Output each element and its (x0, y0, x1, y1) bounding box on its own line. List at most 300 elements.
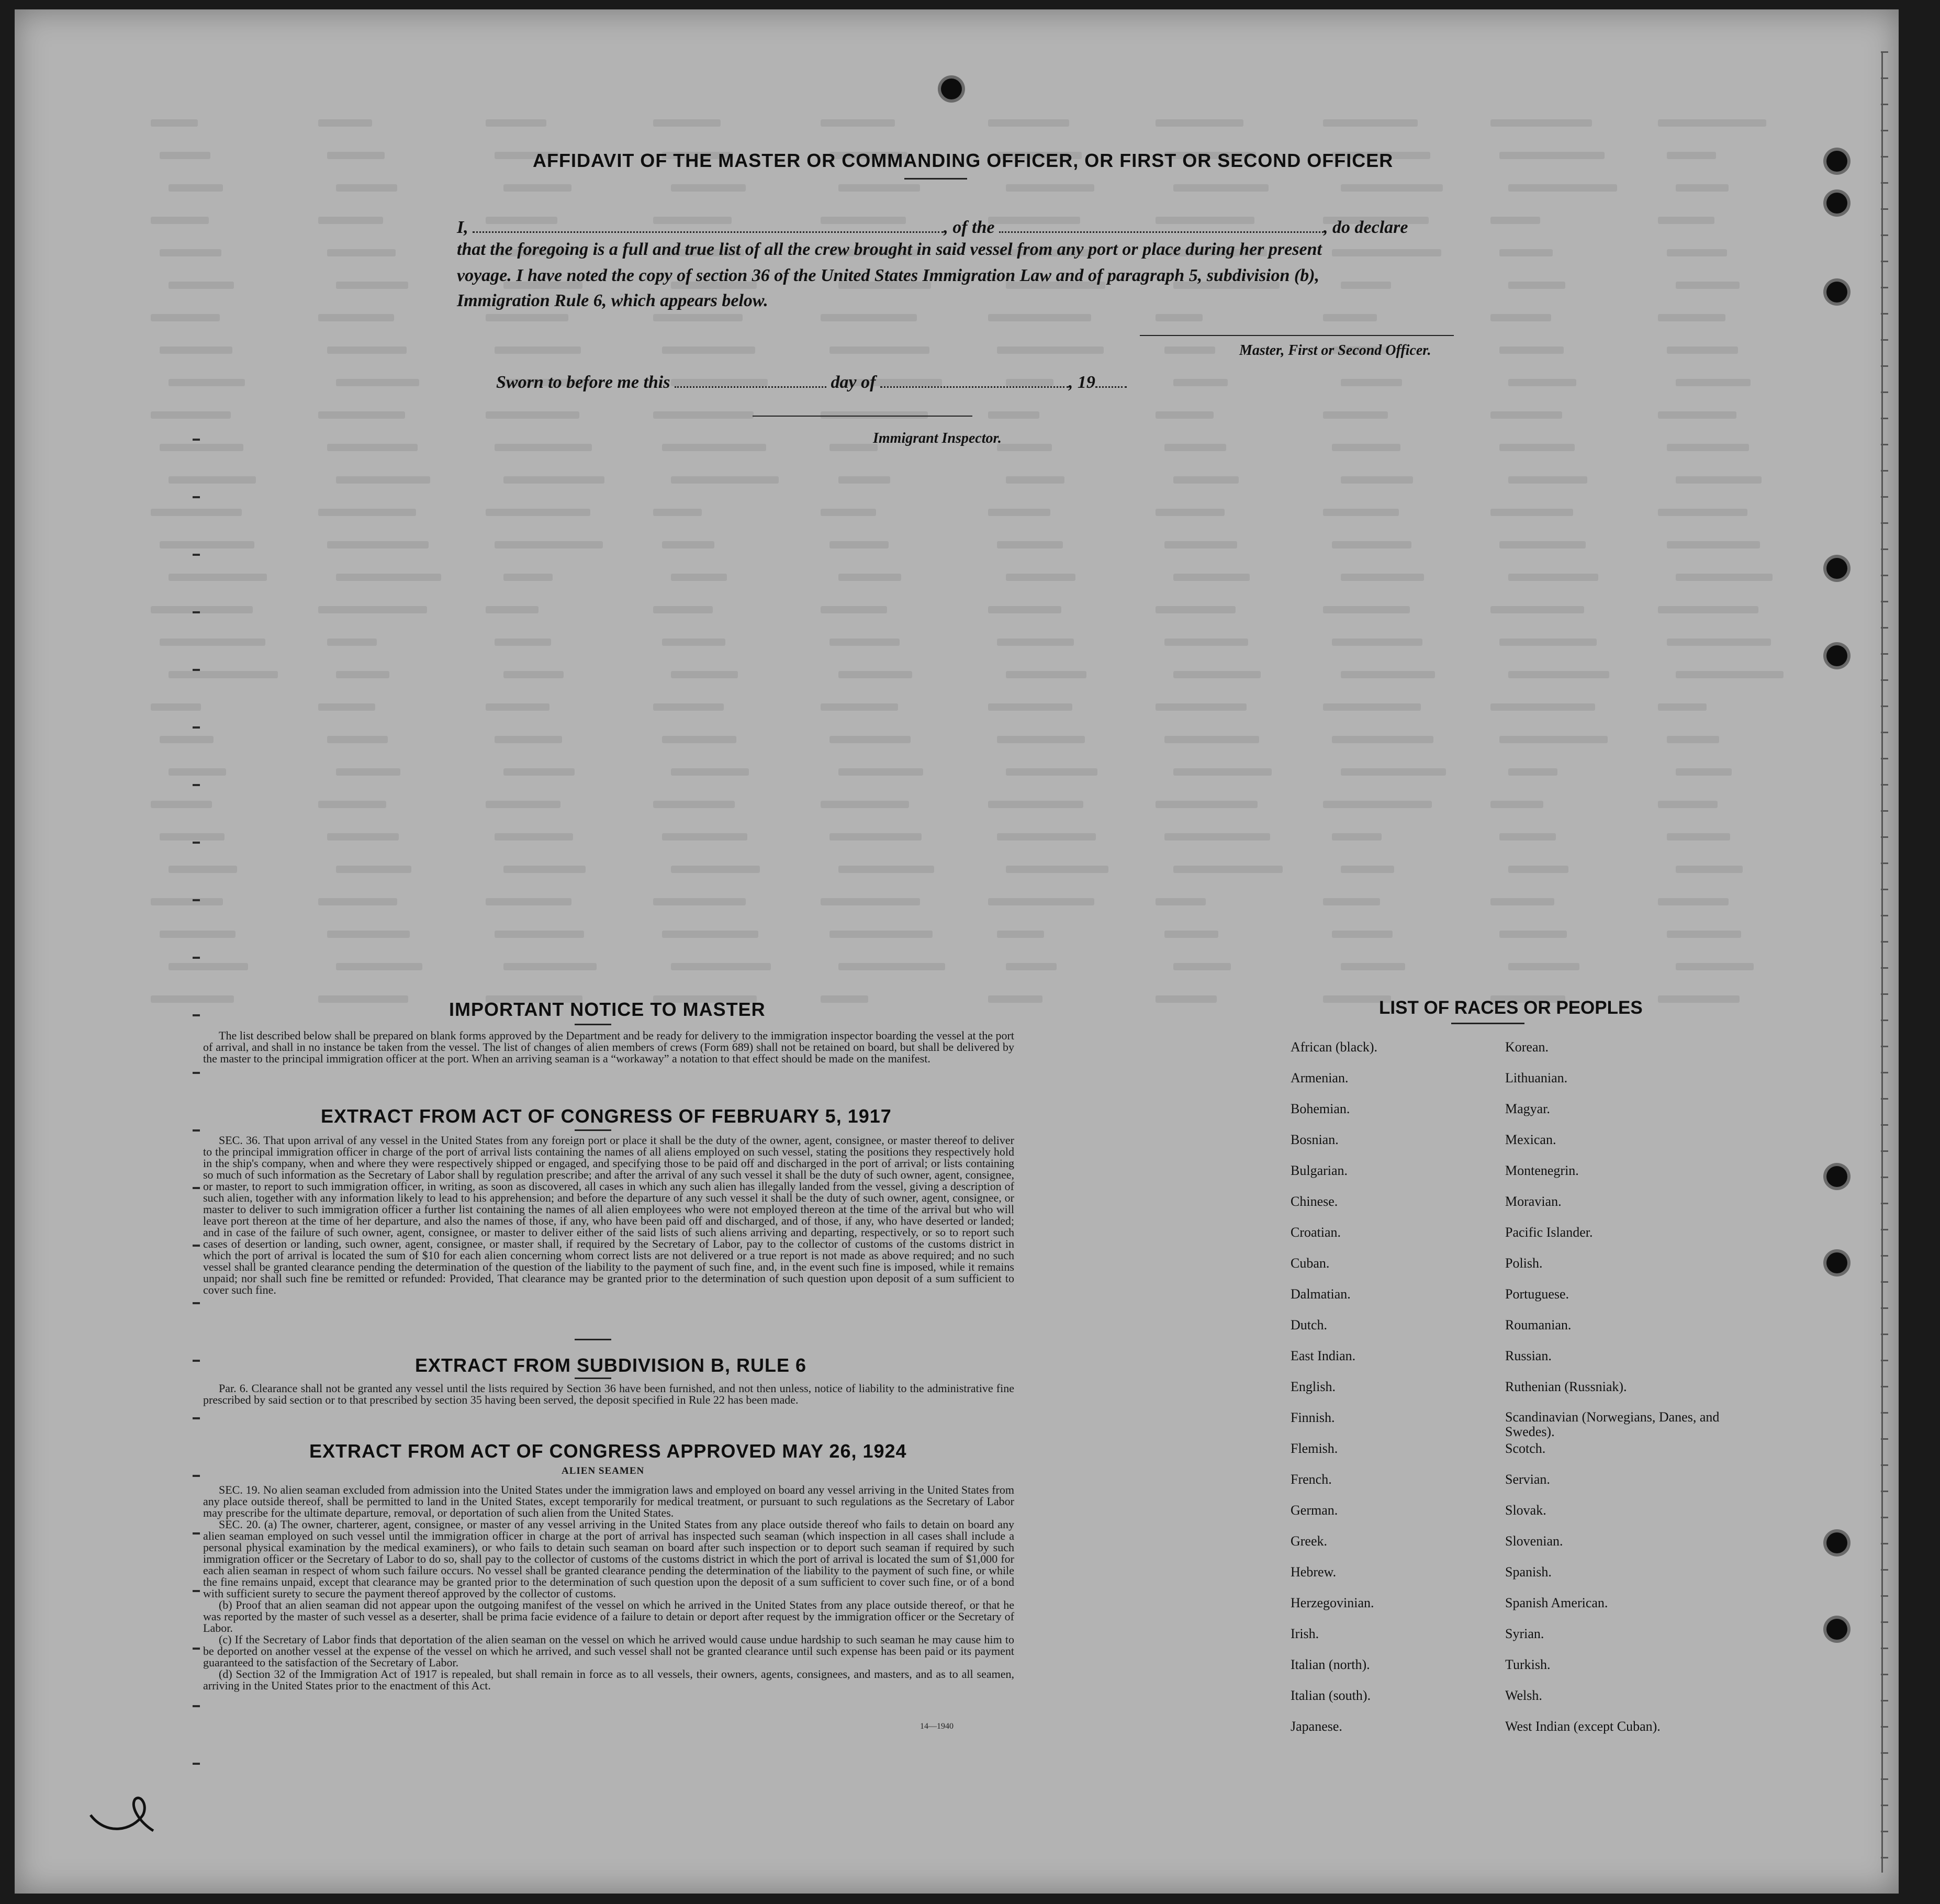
edge-tick (1881, 1595, 1888, 1597)
bleed-through-mark (486, 703, 550, 711)
race-item: Syrian. (1505, 1626, 1544, 1641)
bleed-through-mark (1676, 476, 1762, 484)
bleed-through-mark (486, 411, 579, 419)
bleed-through-mark (318, 411, 405, 419)
race-item: African (black). (1291, 1039, 1378, 1055)
bleed-through-mark (662, 736, 736, 743)
day-blank-field[interactable] (675, 367, 826, 388)
edge-tick (1881, 653, 1888, 655)
inspector-signature-line[interactable] (753, 416, 972, 417)
page-edge-strip (1881, 51, 1899, 1873)
subdivision-heading: EXTRACT FROM SUBDIVISION B, RULE 6 (415, 1354, 807, 1376)
race-item: East Indian. (1291, 1348, 1356, 1363)
race-item: Bosnian. (1291, 1132, 1339, 1147)
bleed-through-mark (1508, 866, 1568, 873)
bleed-through-mark (1156, 801, 1258, 808)
vessel-blank-field[interactable] (999, 212, 1324, 233)
affidavit-declaration-line (457, 212, 1408, 238)
edge-tick (1881, 522, 1888, 524)
alien-seamen-subheading: ALIEN SEAMEN (562, 1465, 645, 1476)
bleed-through-mark (1323, 314, 1377, 321)
sec20d-text: (d) Section 32 of the Immigration Act of 1917 is repealed, but shall remain in force as to all vessels, their owners, agents, consignees, and masters, and as to all seamen, arriving in the United States prior to the enactment of this Act. (203, 1667, 1014, 1692)
bleed-through-mark (169, 768, 226, 776)
bleed-through-mark (829, 833, 922, 841)
bleed-through-mark (1490, 606, 1584, 613)
bleed-through-mark (503, 476, 604, 484)
race-item: Cuban. (1291, 1256, 1330, 1271)
bleed-through-mark (1490, 898, 1554, 905)
race-item: Finnish. (1291, 1410, 1335, 1425)
edge-tick (1881, 444, 1888, 445)
bleed-through-mark (1164, 931, 1218, 938)
bleed-through-mark (1341, 574, 1424, 581)
bleed-through-mark (495, 833, 573, 841)
edge-tick (1881, 1386, 1888, 1387)
affidavit-title: AFFIDAVIT OF THE MASTER OR COMMANDING OFFICER, OR FIRST OR SECOND OFFICER (533, 150, 1394, 171)
bleed-through-mark (1173, 574, 1250, 581)
bleed-through-mark (671, 184, 746, 192)
edge-tick (1881, 261, 1888, 262)
race-item: Bohemian. (1291, 1101, 1350, 1116)
edge-tick (1881, 575, 1888, 576)
bleed-through-mark (503, 671, 564, 678)
bleed-through-mark (1156, 314, 1203, 321)
bleed-through-mark (821, 703, 898, 711)
margin-dash (193, 1648, 200, 1650)
edge-tick (1881, 784, 1888, 786)
bleed-through-mark (988, 509, 1050, 516)
bleed-through-mark (653, 801, 735, 808)
race-item: Moravian. (1505, 1194, 1562, 1209)
bleed-through-mark (1499, 346, 1564, 354)
bleed-through-mark (1667, 736, 1719, 743)
edge-tick (1881, 758, 1888, 759)
edge-tick (1881, 208, 1888, 210)
margin-dash (193, 669, 200, 671)
bleed-through-mark (653, 606, 713, 613)
bleed-through-mark (1499, 931, 1567, 938)
bleed-through-mark (1173, 866, 1283, 873)
bleed-through-mark (1006, 768, 1097, 776)
bleed-through-mark (503, 768, 575, 776)
race-item: Mexican. (1505, 1132, 1556, 1147)
affidavit-of-label: , of the (944, 218, 995, 237)
bleed-through-mark (1499, 639, 1597, 646)
edge-tick (1881, 889, 1888, 890)
edge-tick (1881, 915, 1888, 916)
bleed-through-mark (1006, 476, 1064, 484)
edge-tick (1881, 1700, 1888, 1701)
bleed-through-mark (1676, 671, 1784, 678)
edge-tick (1881, 836, 1888, 838)
bleed-through-mark (486, 119, 546, 127)
edge-tick (1881, 1857, 1888, 1858)
bleed-through-mark (997, 639, 1074, 646)
edge-tick (1881, 1491, 1888, 1492)
bleed-through-mark (821, 119, 895, 127)
bleed-through-mark (838, 476, 890, 484)
handwritten-check-mark-icon (85, 1778, 159, 1841)
race-item: Chinese. (1291, 1194, 1338, 1209)
bleed-through-mark (318, 898, 397, 905)
margin-dash (193, 1187, 200, 1189)
margin-dash (193, 1705, 200, 1707)
bleed-through-mark (1658, 606, 1758, 613)
bleed-through-mark (1323, 606, 1410, 613)
bleed-through-mark (653, 411, 754, 419)
bleed-through-mark (653, 314, 743, 321)
extract-1917-rule (575, 1129, 611, 1131)
bleed-through-mark (1341, 671, 1435, 678)
bleed-through-mark (1658, 217, 1714, 224)
races-heading: LIST OF RACES OR PEOPLES (1379, 998, 1643, 1018)
bleed-through-mark (327, 152, 385, 159)
punch-hole-icon (1826, 1532, 1847, 1553)
edge-tick (1881, 993, 1888, 995)
bleed-through-mark (1006, 963, 1057, 970)
bleed-through-mark (318, 801, 386, 808)
extract-1924-heading: EXTRACT FROM ACT OF CONGRESS APPROVED MAY 26, 1924 (309, 1440, 907, 1462)
margin-dash (193, 1532, 200, 1535)
subdivision-text: Par. 6. Clearance shall not be granted any vessel until the lists required by Section 36 have been furnished, and not then unless, notice of liability to the administrative fine prescribed by said section or to that prescribed by section 35 having been served, the deposit specified in Rule 22 has been made. (203, 1382, 1014, 1406)
bleed-through-mark (336, 768, 400, 776)
bleed-through-mark (662, 639, 725, 646)
bleed-through-mark (1508, 671, 1609, 678)
race-item: Pacific Islander. (1505, 1225, 1593, 1240)
bleed-through-mark (988, 995, 1042, 1003)
bleed-through-mark (1332, 931, 1393, 938)
punch-hole-icon (1826, 193, 1847, 214)
bleed-through-mark (1173, 963, 1231, 970)
margin-dash (193, 957, 200, 959)
edge-tick (1881, 1281, 1888, 1283)
bleed-through-mark (486, 314, 568, 321)
edge-tick (1881, 313, 1888, 315)
edge-tick (1881, 130, 1888, 131)
bleed-through-mark (169, 282, 234, 289)
edge-tick (1881, 1255, 1888, 1257)
races-column-2 (1505, 1039, 1746, 1750)
race-item: Lithuanian. (1505, 1070, 1568, 1085)
bleed-through-mark (160, 346, 232, 354)
margin-dash (193, 611, 200, 613)
race-item: Italian (south). (1291, 1688, 1371, 1703)
bleed-through-mark (1156, 509, 1225, 516)
bleed-through-mark (151, 314, 220, 321)
bleed-through-mark (821, 509, 876, 516)
race-item: West Indian (except Cuban). (1505, 1719, 1661, 1734)
sec20b-text: (b) Proof that an alien seaman did not appear upon the outgoing manifest of the vessel on which he arrived in the United States from any place outside thereof, or that he was reported by the master of such vessel as a deserter, shall be prima facie evidence of a failure to detain or deport after request by the immigration officer or the Secretary of Labor. (203, 1598, 1014, 1634)
punch-hole-icon (1826, 1252, 1847, 1273)
bleed-through-mark (1332, 444, 1400, 451)
bleed-through-mark (1508, 476, 1587, 484)
races-column-1 (1291, 1039, 1377, 1750)
bleed-through-mark (671, 768, 749, 776)
bleed-through-mark (169, 963, 248, 970)
sec20a-text: SEC. 20. (a) The owner, charterer, agent, consignee, or master of any vessel arriving in the United States from any place outside thereof who fails to detain on board any alien seaman employed on such vessel until the immigration officer in charge at the port of arrival has inspected such seaman (which inspection in all cases shall include a personal physical examination by the medical examiners), or who fails to detain such seaman on board after such inspection or to deport such seaman if required by such immigration officer or the Secretary of Labor to do so, shall pay to the collector of customs of the customs district in which the port of arrival is located the sum of $1,000 for each alien seaman in respect of whom such failure occurs. No vessel shall be granted clearance pending the determination of the liability to the payment of such fine, or while the fine remains unpaid, except that clearance may be granted prior to the determination of such question upon the deposit of a sum sufficient to cover such fine, or of a bond with sufficient surety to secure the payment thereof approved by the collector of customs. (203, 1518, 1014, 1600)
bleed-through-mark (1164, 444, 1226, 451)
inspector-signature-label: Immigrant Inspector. (873, 430, 1002, 446)
bleed-through-mark (1341, 963, 1405, 970)
bleed-through-mark (1164, 541, 1237, 548)
bleed-through-mark (151, 119, 198, 127)
edge-tick (1881, 182, 1888, 184)
bleed-through-mark (1667, 833, 1730, 841)
bleed-through-mark (1006, 184, 1094, 192)
punch-hole-icon (941, 79, 962, 99)
margin-dash (193, 1360, 200, 1362)
margin-dash (193, 1245, 200, 1247)
bleed-through-mark (327, 833, 399, 841)
bleed-through-mark (1667, 346, 1738, 354)
bleed-through-mark (169, 866, 237, 873)
bleed-through-mark (1490, 703, 1595, 711)
edge-tick (1881, 496, 1888, 498)
bleed-through-mark (503, 963, 597, 970)
punch-hole-icon (1826, 558, 1847, 579)
bleed-through-mark (169, 574, 267, 581)
race-item: Herzegovinian. (1291, 1595, 1374, 1610)
bleed-through-mark (821, 411, 928, 419)
race-item: Scotch. (1505, 1441, 1546, 1456)
edge-tick (1881, 1778, 1888, 1780)
race-item: Hebrew. (1291, 1564, 1337, 1580)
race-item: Turkish. (1505, 1657, 1551, 1672)
bleed-through-mark (151, 898, 223, 905)
edge-tick (1881, 1098, 1888, 1100)
day-of-label: day of (831, 373, 876, 392)
bleed-through-mark (821, 606, 887, 613)
affidavit-line-2: that the foregoing is a full and true list of all the crew brought in said vessel from any port or place during her present (457, 240, 1322, 259)
bleed-through-mark (1323, 509, 1399, 516)
bleed-through-mark (495, 346, 581, 354)
race-item: Spanish. (1505, 1564, 1552, 1580)
bleed-through-mark (653, 509, 702, 516)
notice-rule (575, 1024, 611, 1025)
race-item: Polish. (1505, 1256, 1543, 1271)
edge-tick (1881, 418, 1888, 419)
bleed-through-mark (821, 995, 868, 1003)
bleed-through-mark (151, 509, 242, 516)
bleed-through-mark (997, 346, 1104, 354)
margin-dash (193, 1475, 200, 1477)
bleed-through-mark (662, 833, 747, 841)
bleed-through-mark (1323, 703, 1421, 711)
document-page (15, 9, 1899, 1894)
edge-tick (1881, 1831, 1888, 1832)
bleed-through-mark (318, 314, 394, 321)
bleed-through-mark (988, 314, 1091, 321)
bleed-through-mark (1341, 379, 1402, 386)
bleed-through-mark (997, 444, 1052, 451)
bleed-through-mark (151, 411, 231, 419)
bleed-through-mark (336, 184, 397, 192)
bleed-through-mark (1508, 768, 1557, 776)
margin-dash (193, 1129, 200, 1132)
bleed-through-mark (821, 801, 909, 808)
form-number: 14—1940 (920, 1722, 954, 1731)
bleed-through-mark (653, 898, 746, 905)
bleed-through-mark (503, 574, 553, 581)
race-item: Dutch. (1291, 1317, 1328, 1332)
edge-tick (1881, 365, 1888, 367)
margin-dash (193, 784, 200, 786)
edge-tick (1881, 1334, 1888, 1335)
bleed-through-mark (838, 963, 945, 970)
bleed-through-mark (503, 866, 586, 873)
edge-tick (1881, 1569, 1888, 1571)
edge-tick (1881, 1150, 1888, 1152)
sworn-line (496, 367, 1127, 393)
bleed-through-mark (1164, 833, 1270, 841)
master-signature-line[interactable] (1140, 335, 1454, 336)
edge-tick (1881, 601, 1888, 602)
bleed-through-mark (1508, 379, 1576, 386)
edge-tick (1881, 104, 1888, 105)
bleed-through-mark (151, 606, 253, 613)
bleed-through-mark (169, 184, 223, 192)
bleed-through-mark (1006, 671, 1086, 678)
bleed-through-mark (1332, 833, 1382, 841)
bleed-through-mark (327, 541, 429, 548)
month-blank-field[interactable] (880, 367, 1069, 388)
bleed-through-mark (829, 346, 929, 354)
name-blank-field[interactable] (473, 212, 944, 233)
race-item: Slovenian. (1505, 1533, 1563, 1549)
edge-tick (1881, 1464, 1888, 1466)
bleed-through-mark (1676, 866, 1743, 873)
edge-tick (1881, 1543, 1888, 1544)
bleed-through-mark (336, 671, 389, 678)
bleed-through-mark (838, 866, 934, 873)
bleed-through-mark (1508, 184, 1617, 192)
edge-tick (1881, 1621, 1888, 1623)
edge-tick (1881, 1046, 1888, 1047)
extract-1924-text (203, 1484, 1014, 1692)
bleed-through-mark (829, 736, 911, 743)
bleed-through-mark (1658, 898, 1729, 905)
edge-tick (1881, 470, 1888, 472)
edge-tick (1881, 1072, 1888, 1073)
race-item: Croatian. (1291, 1225, 1341, 1240)
bleed-through-mark (1156, 606, 1236, 613)
bleed-through-mark (1658, 314, 1725, 321)
margin-dash (193, 842, 200, 844)
bleed-through-mark (318, 995, 408, 1003)
edge-tick (1881, 287, 1888, 288)
bleed-through-mark (1667, 152, 1716, 159)
margin-dash (193, 554, 200, 556)
bleed-through-mark (1173, 768, 1272, 776)
bleed-through-mark (1667, 541, 1760, 548)
bleed-through-mark (1341, 184, 1443, 192)
bleed-through-mark (151, 995, 234, 1003)
edge-tick (1881, 77, 1888, 79)
punch-hole-icon (1826, 1619, 1847, 1640)
extract-1917-heading: EXTRACT FROM ACT OF CONGRESS OF FEBRUARY 5, 1917 (321, 1105, 892, 1127)
bleed-through-mark (1499, 152, 1605, 159)
bleed-through-mark (1490, 411, 1562, 419)
race-item: Servian. (1505, 1472, 1550, 1487)
bleed-through-mark (327, 931, 410, 938)
race-item: Irish. (1291, 1626, 1319, 1641)
bleed-through-mark (671, 866, 760, 873)
race-item: Armenian. (1291, 1070, 1349, 1085)
bleed-through-mark (495, 736, 562, 743)
bleed-through-mark (1173, 671, 1261, 678)
punch-hole-icon (1826, 1166, 1847, 1187)
bleed-through-mark (1658, 119, 1766, 127)
bleed-through-mark (151, 217, 209, 224)
bleed-through-mark (327, 444, 418, 451)
bleed-through-mark (1676, 574, 1773, 581)
bleed-through-mark (160, 639, 265, 646)
bleed-through-mark (169, 671, 278, 678)
margin-dash (193, 439, 200, 441)
bleed-through-mark (1490, 314, 1551, 321)
race-item: Roumanian. (1505, 1317, 1572, 1332)
bleed-through-mark (1490, 119, 1592, 127)
bleed-through-mark (169, 379, 245, 386)
race-item: Slovak. (1505, 1503, 1546, 1518)
bleed-through-mark (829, 639, 900, 646)
bleed-through-mark (997, 736, 1085, 743)
edge-tick (1881, 1752, 1888, 1754)
bleed-through-mark (997, 931, 1044, 938)
edge-tick (1881, 679, 1888, 681)
bleed-through-mark (653, 703, 724, 711)
margin-dash (193, 899, 200, 901)
race-item: English. (1291, 1379, 1336, 1394)
bleed-through-mark (1658, 703, 1707, 711)
bleed-through-mark (318, 217, 383, 224)
edge-tick (1881, 234, 1888, 236)
affidavit-line-3: voyage. I have noted the copy of section 36 of the United States Immigration Law and of paragraph 5, subdivision (b), (457, 266, 1320, 285)
race-item: Magyar. (1505, 1101, 1550, 1116)
bleed-through-mark (1676, 184, 1729, 192)
bleed-through-mark (160, 736, 214, 743)
bleed-through-mark (1676, 282, 1740, 289)
bleed-through-mark (336, 963, 422, 970)
edge-tick (1881, 1412, 1888, 1414)
edge-tick (1881, 1674, 1888, 1675)
edge-tick (1881, 1648, 1888, 1649)
bleed-through-mark (988, 898, 1094, 905)
bleed-through-mark (1658, 801, 1718, 808)
bleed-through-mark (662, 931, 758, 938)
year-blank-field[interactable] (1095, 367, 1127, 388)
bleed-through-mark (1323, 411, 1388, 419)
bleed-through-mark (336, 476, 430, 484)
subdivision-rule (575, 1377, 611, 1379)
race-item: Dalmatian. (1291, 1286, 1351, 1302)
race-item: German. (1291, 1503, 1338, 1518)
bleed-through-mark (1667, 639, 1771, 646)
bleed-through-mark (988, 119, 1069, 127)
bleed-through-mark (1341, 768, 1446, 776)
bleed-through-mark (1006, 574, 1075, 581)
bleed-through-mark (1499, 444, 1575, 451)
punch-hole-icon (1826, 151, 1847, 172)
margin-dash (193, 1763, 200, 1765)
margin-dash (193, 496, 200, 498)
bleed-through-mark (327, 249, 396, 256)
bleed-through-mark (1508, 282, 1565, 289)
bleed-through-mark (1667, 444, 1749, 451)
margin-dash (193, 726, 200, 729)
notice-heading: IMPORTANT NOTICE TO MASTER (449, 999, 766, 1020)
bleed-through-mark (838, 671, 912, 678)
